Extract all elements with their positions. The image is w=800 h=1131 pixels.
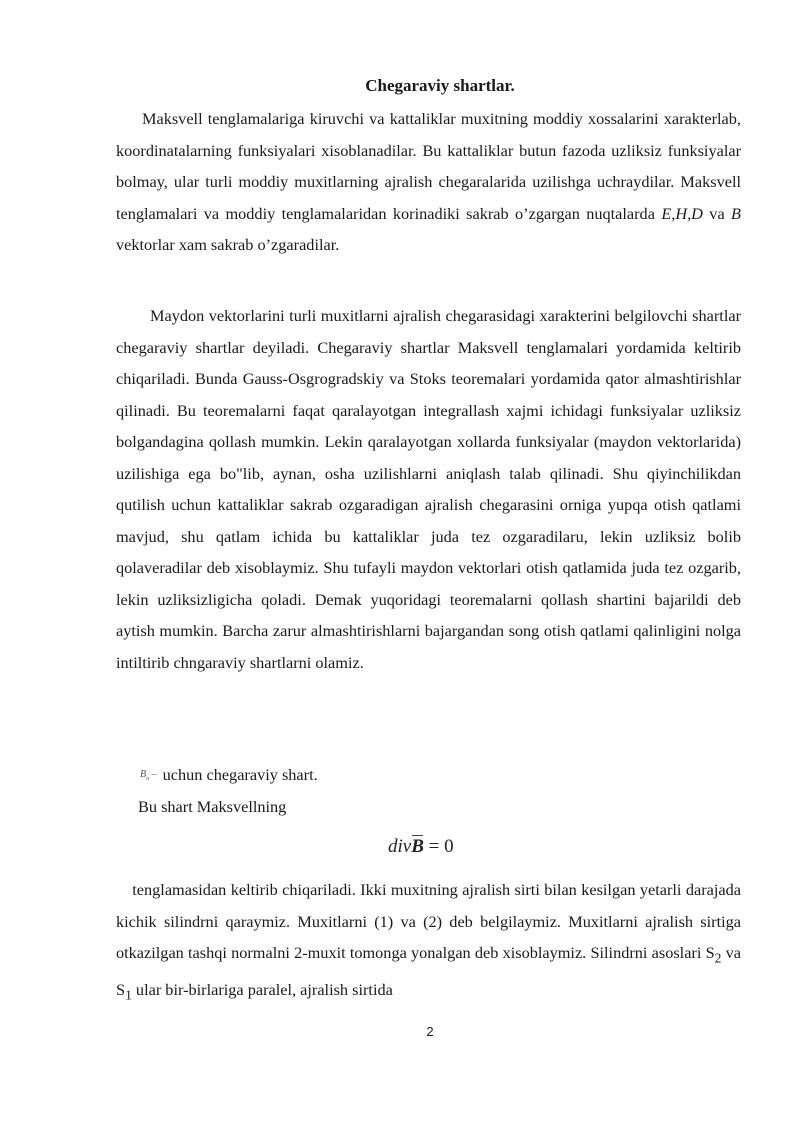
formula-div: div xyxy=(388,836,412,857)
paragraph-3-text: tenglamasidan keltirib chiqariladi. Ikki muxitning ajralish sirti bilan kesilgan yetarli darajada kichik silindrni qaraymiz. Muxitlarni (1) va (2) deb belgilaymiz. Muxitlarni ajralish sirtiga otkazilgan tashqi normalni 2-muxit tomonga yonalgan deb xisoblaymiz. Silindrni asoslari S xyxy=(116,880,741,962)
paragraph-2 xyxy=(116,300,741,678)
formula-equals-zero: = 0 xyxy=(423,836,454,857)
paragraph-1-text: Maksvell tenglamalariga kiruvchi va kattaliklar muxitning moddiy xossalarini xarakterlab, koordinatalarning funksiyalari xisoblanadilar. Bu kattaliklar butun fazoda uzliksiz funksiyalar bolmay, ular turli moddiy muxitlarning ajralish chegaralarida uzilishga uchraydilar. Maksvell tenglamalari va moddiy tenglamalaridan korinadiki sakrab o’zgargan nuqtalarda xyxy=(116,109,741,223)
maxwell-intro-line xyxy=(138,791,763,823)
subscript-2: 2 xyxy=(714,950,722,966)
paragraph-3-conjunction: va S xyxy=(116,943,742,999)
paragraph-3 xyxy=(116,874,741,1011)
vector-b-symbol: B xyxy=(731,203,741,223)
formula-vector-b: B xyxy=(411,836,424,857)
paragraph-1-end: vektorlar xam sakrab o’zgaradilar. xyxy=(116,235,340,254)
paragraph-3-end: ular bir-birlariga paralel, ajralish sirtida xyxy=(131,979,393,999)
subscript-1: 1 xyxy=(125,987,132,1002)
title-text: Chegaraviy shartlar. xyxy=(365,76,515,95)
paragraph-2-text: Maydon vektorlarini turli muxitlarni ajralish chegarasidagi xarakterini belgilovchi shartlar chegaraviy shartlar deyiladi. Chegaraviy shartlar Maksvell tenglamalari yordamida keltirib chiqariladi. Bunda Gauss-Osgrogradskiy va Stoks teoremalari yordamida qator almashtirishlar qilinadi. Bu teoremalarni faqat qaralayotgan integrallash xajmi ichidagi funksiyalar uzliksiz bolgandagina qollash mumkin. Lekin qaralayotgan xollarda funksiyalar (maydon vektorlarida) uzilishiga ega bo"lib, aynan, osha uzilishlarni aniqlash talab qilinadi. Shu qiyinchilikdan qutilish uchun kattaliklar sakrab ozgaradigan ajralish chegarasini orniga yupqa otish qatlami mavjud, shu qatlam ichida bu kattaliklar juda tez ozgaradilaru, lekin uzliksiz bolib qolaveradilar deb xisoblaymiz. Shu tufayli maydon vektorlari otish qatlamida juda tez ozgarib, lekin uzliksizligicha qoladi. Demak yuqoridagi teoremalarni qollash shartini bajarildi deb aytish mumkin. Barcha zarur almashtirishlarni bajargandan song otish qatlami qalinligini nolga intiltirib chngaraviy shartlarni olamiz. xyxy=(116,306,741,672)
page-title xyxy=(0,76,800,96)
div-b-formula xyxy=(388,836,454,858)
paragraph-1 xyxy=(116,103,741,261)
bn-formula-image: $B_n$ – xyxy=(140,769,157,782)
bn-condition-text: uchun chegaraviy shart. xyxy=(162,765,318,784)
page-number: 2 xyxy=(426,1024,434,1039)
maxwell-intro-text: Bu shart Maksvellning xyxy=(138,797,287,816)
paragraph-1-conjunction: va xyxy=(702,203,732,223)
vector-symbols: E,H,D xyxy=(661,203,703,223)
